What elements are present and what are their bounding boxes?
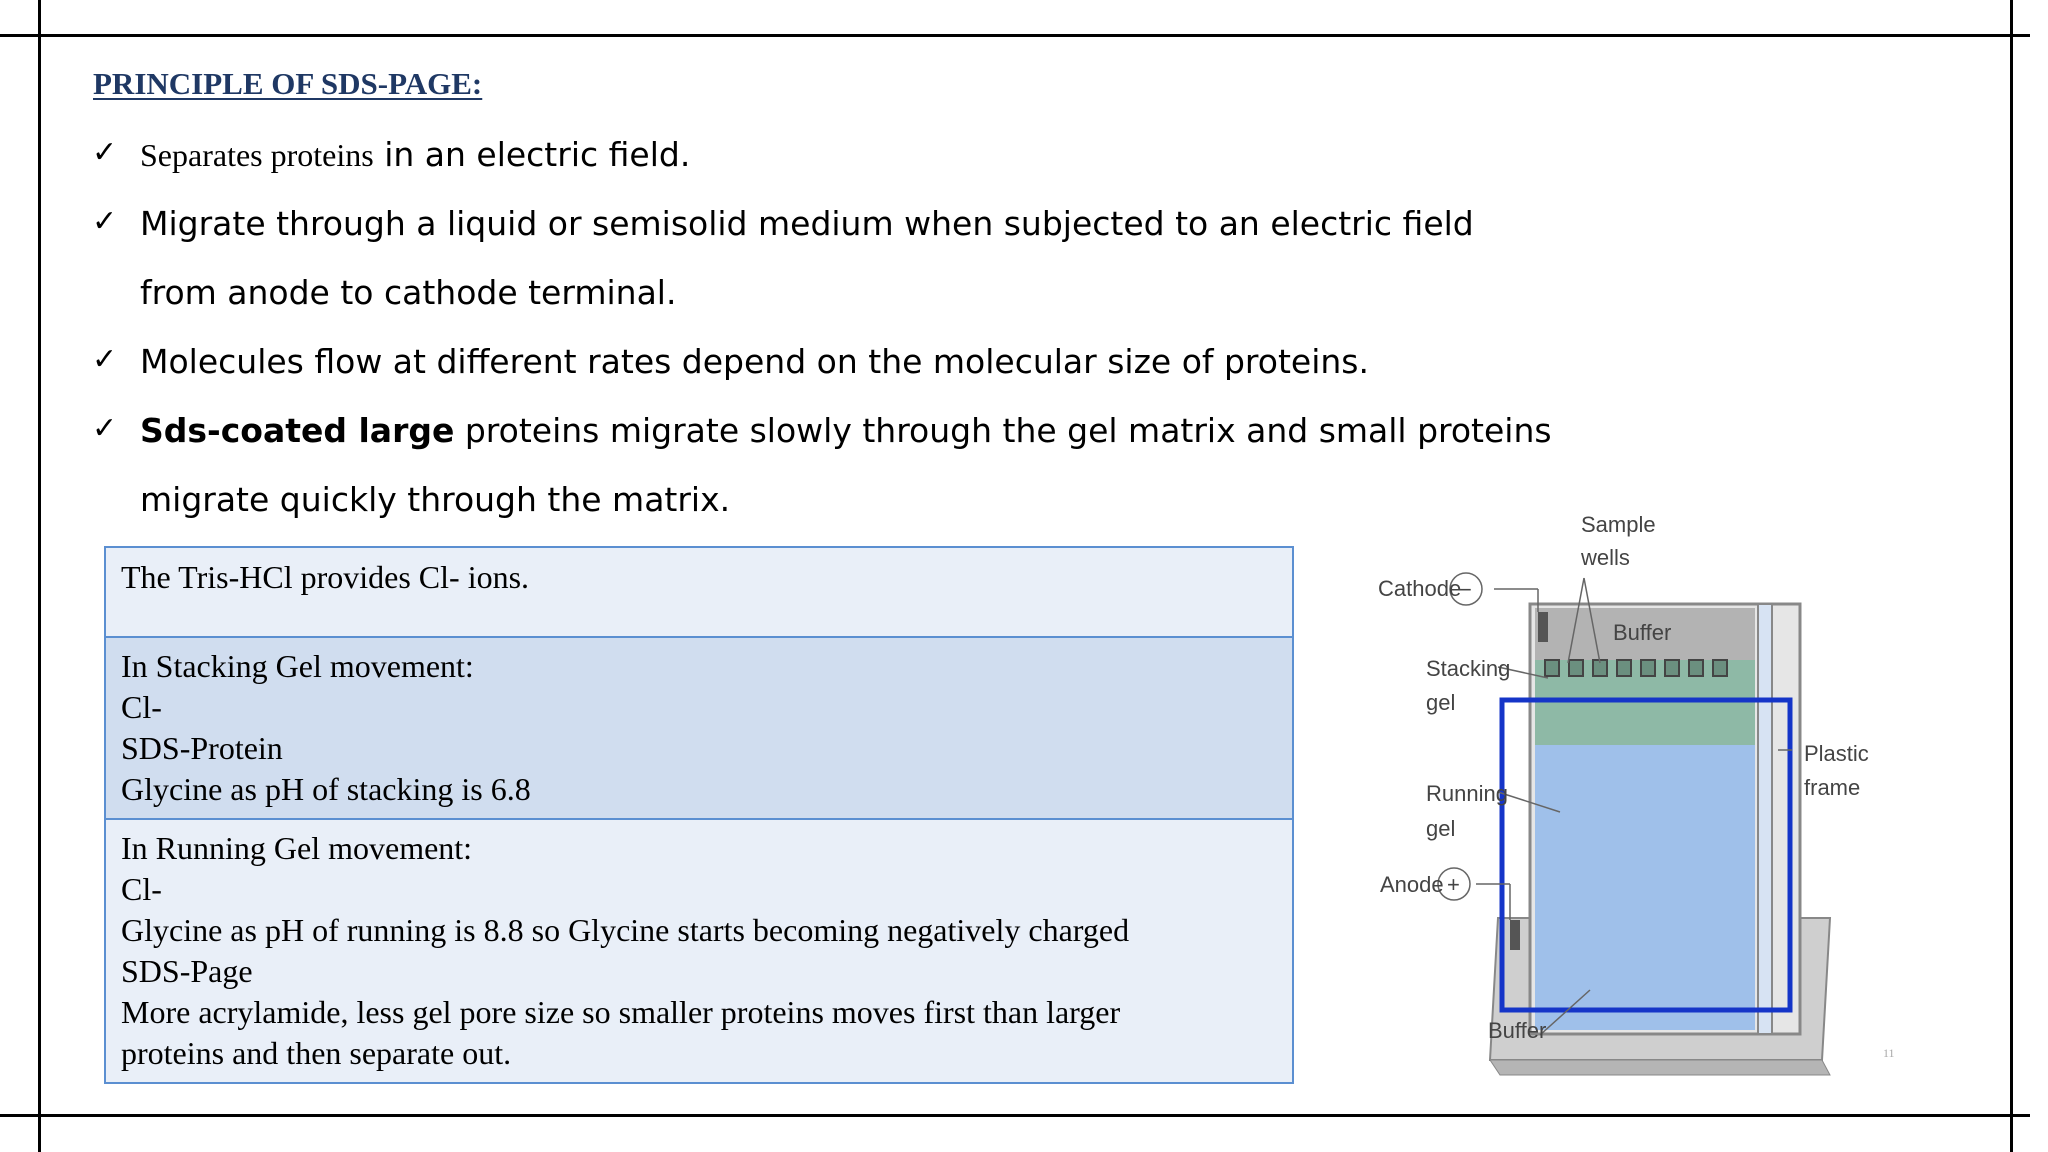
bullet-continuation: migrate quickly through the matrix.: [140, 480, 731, 519]
table-line: In Running Gel movement:: [121, 830, 473, 866]
sample-well: [1617, 660, 1631, 676]
sample-well: [1665, 660, 1679, 676]
bullet-bold-run: Sds-coated large: [140, 411, 455, 450]
table-line: Glycine as pH of running is 8.8 so Glycine starts becoming negatively charged: [121, 912, 1130, 948]
frame-side-bar: [1758, 604, 1772, 1034]
table-row-tris: [106, 548, 1292, 636]
label-buffer-top: Buffer: [1613, 620, 1672, 645]
label-running: Running: [1426, 781, 1508, 806]
right-border-rule: [2010, 0, 2013, 1152]
table-line: SDS-Protein: [121, 730, 283, 766]
table-line: The Tris-HCl provides Cl- ions.: [121, 559, 530, 595]
left-border-rule: [38, 0, 41, 1152]
base-tray-front: [1490, 1060, 1830, 1075]
checkmark-icon: ✓: [92, 135, 118, 170]
running-gel: [1535, 745, 1755, 1030]
cathode-electrode: [1538, 612, 1548, 642]
label-plastic: Plastic: [1804, 741, 1869, 766]
table-line: proteins and then separate out.: [121, 1035, 512, 1071]
table-line: Cl-: [121, 689, 162, 725]
info-table: [104, 546, 1294, 1084]
bullet-text: Migrate through a liquid or semisolid medium when subjected to an electric field: [140, 204, 1474, 243]
label-buffer-bottom: Buffer: [1488, 1018, 1547, 1043]
bottom-border-rule: [0, 1114, 2030, 1117]
bullet-serif-run: Separates proteins: [140, 137, 374, 173]
label-frame: frame: [1804, 775, 1861, 800]
checkmark-icon: ✓: [92, 411, 118, 446]
table-line: Cl-: [121, 871, 162, 907]
anode-sign: +: [1447, 872, 1460, 897]
sample-well: [1713, 660, 1727, 676]
table-line: In Stacking Gel movement:: [121, 648, 474, 684]
top-border-rule: [0, 34, 2030, 37]
bullet-run: proteins migrate slowly through the gel matrix and small proteins: [454, 411, 1552, 450]
label-wells: wells: [1581, 545, 1630, 570]
table-line: SDS-Page: [121, 953, 253, 989]
sds-page-apparatus-diagram: [1360, 500, 1920, 1080]
bullet-text: [140, 135, 690, 174]
bullet-continuation: from anode to cathode terminal.: [140, 273, 677, 312]
page-title: PRINCIPLE OF SDS-PAGE:: [93, 66, 483, 101]
bullet-text: [140, 411, 1552, 450]
label-stacking: Stacking: [1426, 656, 1511, 681]
cathode-sign: −: [1459, 577, 1472, 602]
label-sample: Sample: [1581, 512, 1656, 537]
checkmark-icon: ✓: [92, 342, 118, 377]
bullet-text: Molecules flow at different rates depend on the molecular size of proteins.: [140, 342, 1369, 381]
table-row-running: [106, 818, 1292, 1082]
table-row-stacking: [106, 636, 1292, 818]
anode-electrode: [1510, 920, 1520, 950]
label-stacking-gel: gel: [1426, 690, 1456, 715]
sample-well: [1569, 660, 1583, 676]
sample-well: [1689, 660, 1703, 676]
checkmark-icon: ✓: [92, 204, 118, 239]
label-running-gel: gel: [1426, 816, 1456, 841]
sample-well: [1641, 660, 1655, 676]
label-anode: Anode: [1380, 872, 1444, 897]
sample-well: [1545, 660, 1559, 676]
page-number: 11: [1883, 1046, 1895, 1060]
bullet-run: in an electric field.: [373, 135, 691, 174]
table-line: More acrylamide, less gel pore size so smaller proteins moves first than larger: [121, 994, 1121, 1030]
label-cathode: Cathode: [1378, 576, 1462, 601]
table-line: Glycine as pH of stacking is 6.8: [121, 771, 531, 807]
